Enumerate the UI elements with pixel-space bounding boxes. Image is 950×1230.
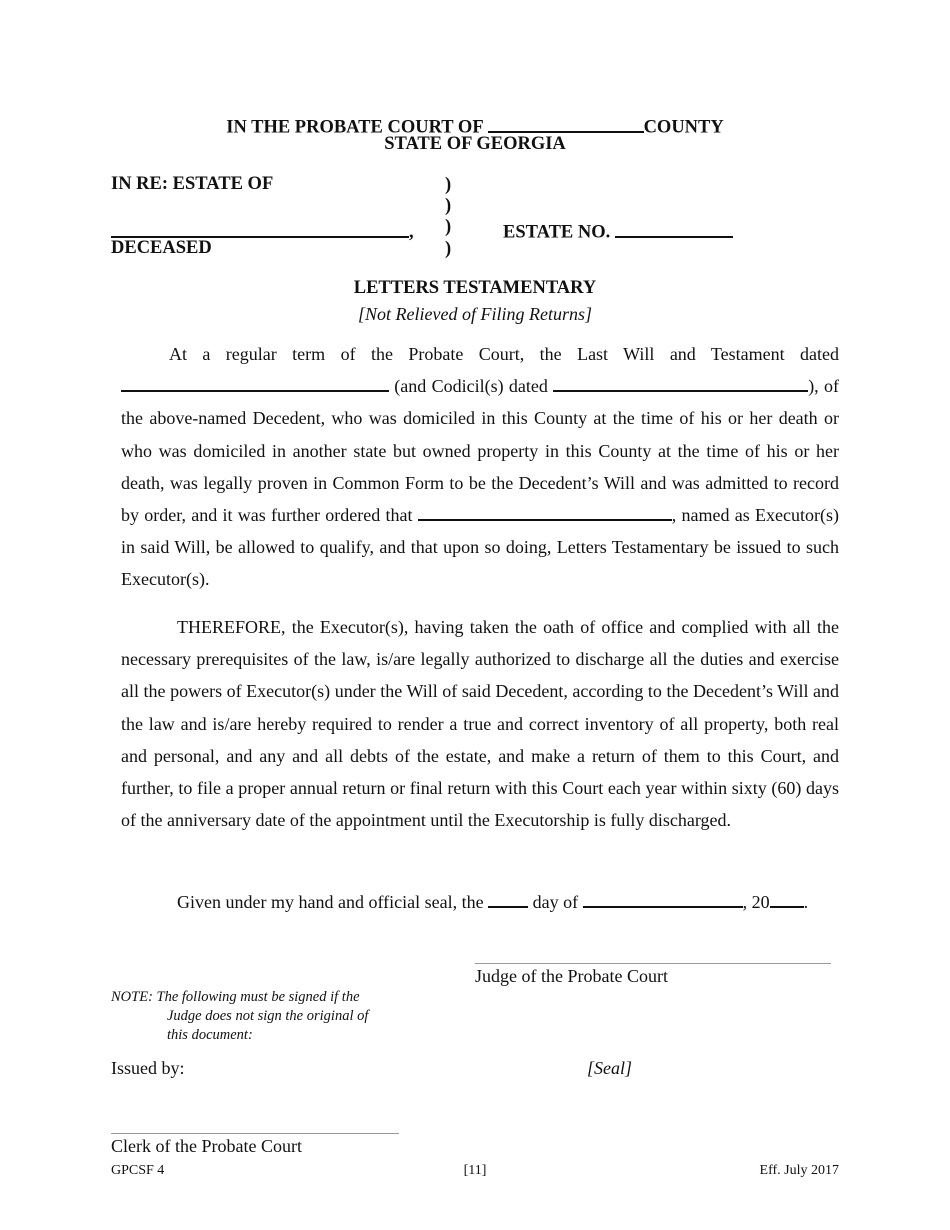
effective-date: Eff. July 2017: [759, 1163, 839, 1178]
p1-part-c: ), of the above-named Decedent, who was domiciled in this County at the time of his or her death or who was domiciled in another state but owned property in this County at the time of his or her death, was legally proven in Common Form to be the Decedent’s Will and was admitted to record by order, and it was further ordered that: [121, 376, 839, 526]
document-subtitle: [Not Relieved of Filing Returns]: [358, 304, 592, 324]
year-blank: [770, 888, 804, 908]
month-blank: [583, 888, 743, 908]
caption-paren: ): [445, 175, 452, 195]
note-line-3: this document:: [167, 1027, 253, 1043]
given-line: [177, 888, 808, 913]
will-date-blank: [121, 372, 389, 392]
codicil-date-blank: [553, 372, 808, 392]
paragraph-2: [121, 611, 839, 836]
court-header-suffix: COUNTY: [643, 117, 724, 138]
given-part-b: day of: [528, 892, 583, 912]
paragraph-1: [121, 338, 839, 596]
state-header: STATE OF GEORGIA: [384, 134, 566, 154]
caption-paren: ): [445, 217, 452, 237]
county-blank: [488, 112, 644, 133]
issued-by-label: Issued by:: [111, 1058, 185, 1078]
decedent-name-blank: [111, 217, 409, 238]
court-header-prefix: IN THE PROBATE COURT OF: [226, 117, 483, 138]
paragraph-2-text: THEREFORE, the Executor(s), having taken the oath of office and complied with all the necessary prerequisites of the law, is/are legally authorized to discharge all the duties and exercise all the powers of Executor(s) under the Will of said Decedent, according to the Decedent’s Will and the law and is/are hereby required to render a true and correct inventory of all property, both real and personal, and any and all debts of the estate, and make a return of them to this Court, and further, to file a proper annual return or final return with this Court each year within sixty (60) days of the anniversary date of the appointment until the Executorship is fully discharged.: [121, 617, 839, 831]
day-blank: [488, 888, 528, 908]
note-line-1: NOTE: The following must be signed if the: [111, 989, 360, 1005]
given-part-a: Given under my hand and official seal, the: [177, 892, 489, 912]
p1-part-b: (and Codicil(s) dated: [389, 376, 554, 397]
estate-no-blank: [615, 217, 733, 238]
clerk-signature-line: [111, 1133, 399, 1134]
note-line-2: Judge does not sign the original of: [167, 1008, 369, 1024]
signature-note: [111, 988, 401, 1045]
given-part-d: .: [803, 892, 809, 912]
given-part-c: , 20: [742, 892, 770, 912]
form-id: GPCSF 4: [111, 1163, 165, 1178]
caption-comma: ,: [409, 222, 414, 243]
judge-label: Judge of the Probate Court: [475, 966, 668, 986]
document-title: LETTERS TESTAMENTARY: [353, 278, 597, 298]
p1-part-d: , named as Executor(s) in said Will, be allowed to qualify, and that upon so doing, Letters Testamentary be issued to such Executor(s).: [121, 505, 840, 590]
estate-number: [503, 217, 733, 244]
clerk-label: Clerk of the Probate Court: [111, 1136, 302, 1156]
executor-name-blank: [418, 501, 672, 521]
paragraph-1-text: [121, 338, 839, 596]
judge-signature-line: [475, 963, 831, 964]
page-number: [11]: [463, 1163, 487, 1178]
caption-paren: ): [445, 196, 452, 216]
deceased-label: DECEASED: [111, 238, 212, 258]
caption-paren: ): [445, 239, 452, 259]
estate-no-label: ESTATE NO.: [503, 222, 611, 243]
seal-label: [Seal]: [587, 1058, 632, 1078]
p1-part-a: At a regular term of the Probate Court, the Last Will and Testament dated: [169, 344, 839, 364]
in-re-label: IN RE: ESTATE OF: [111, 174, 274, 194]
